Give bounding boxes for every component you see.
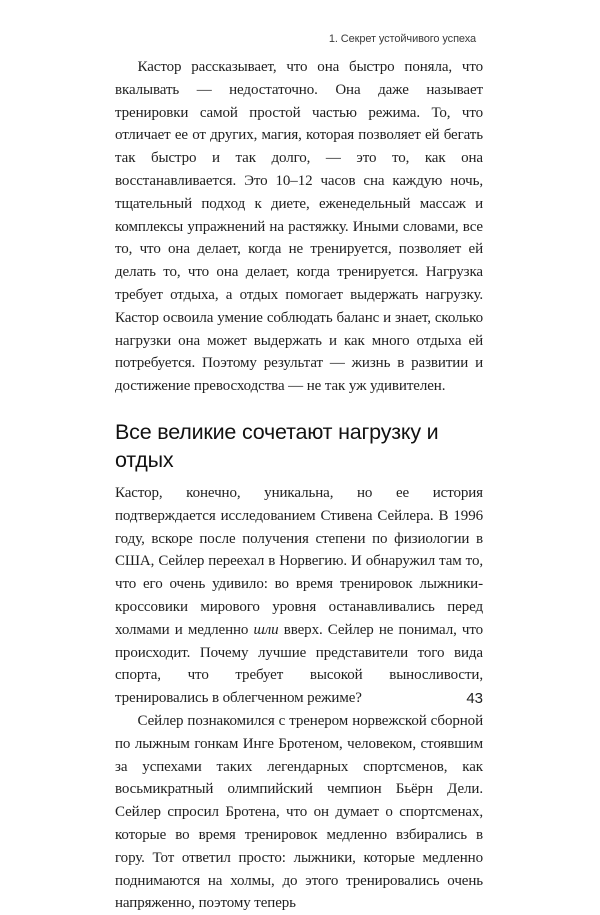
section-heading: Все великие сочетают нагрузку и отдых bbox=[115, 419, 439, 472]
page-number: 43 bbox=[466, 690, 483, 707]
body-paragraph-1: Кастор рассказывает, что она быстро поняла, что вкалывать — недостаточно. Она даже называет тренировки самой простой частью режима. То, что отличает ее от других, магия, которая позволяет ей бегать так быстро и так долго, — это то, как она восстанавливается. Это 10–12 часов сна каждую ночь, тщательный подход к диете, еженедельный массаж и комплексы упражнений на растяжку. Иными словами, все то, что она делает, когда не тренируется, позволяет ей делать то, что она делает, когда тренируется. Нагрузка требует отдыха, а отдых помогает выдержать нагрузку. Кастор освоила умение соблюдать баланс и знает, сколько нагрузки она может выдержать и как много отдыха ей потребуется. Поэтому результат — жизнь в развитии и достижение превосходства — не так уж удивителен. bbox=[115, 59, 483, 395]
text-block bbox=[115, 56, 483, 915]
body-paragraph-2 bbox=[115, 482, 483, 710]
paragraph-2-text-before: Кастор, конечно, уникальна, но ее история подтверждается исследованием Стивена Сейлера. В 1996 году, вскоре после получения степени по физиологии в США, Сейлер переехал в Норвегию. И обнаружил там то, что его очень удивило: во время тренировок лыжники-кроссовики мирового уровня останавливались перед холмами и медленно bbox=[115, 484, 483, 638]
paragraph-2-text-after: вверх. Сейлер не понимал, что происходит. Почему лучшие представители того вида спорта, что требует высокой выносливости, тренировались в облегченном режиме? bbox=[115, 621, 483, 707]
running-head: 1. Секрет устойчивого успеха bbox=[328, 33, 476, 45]
emphasis-word: шли bbox=[253, 621, 279, 638]
body-paragraph-3: Сейлер познакомился с тренером норвежской сборной по лыжным гонкам Инге Бротеном, человеком, стоявшим за успехами таких легендарных спортсменов, как восьмикратный олимпийский чемпион Бьёрн Дели. Сейлер спросил Бротена, что он думает о спортсменах, которые во время тренировок медленно взбирались в гору. Тот ответил просто: лыжники, которые медленно поднимаются на холмы, до этого тренировались очень напряженно, поэтому теперь bbox=[115, 712, 483, 912]
